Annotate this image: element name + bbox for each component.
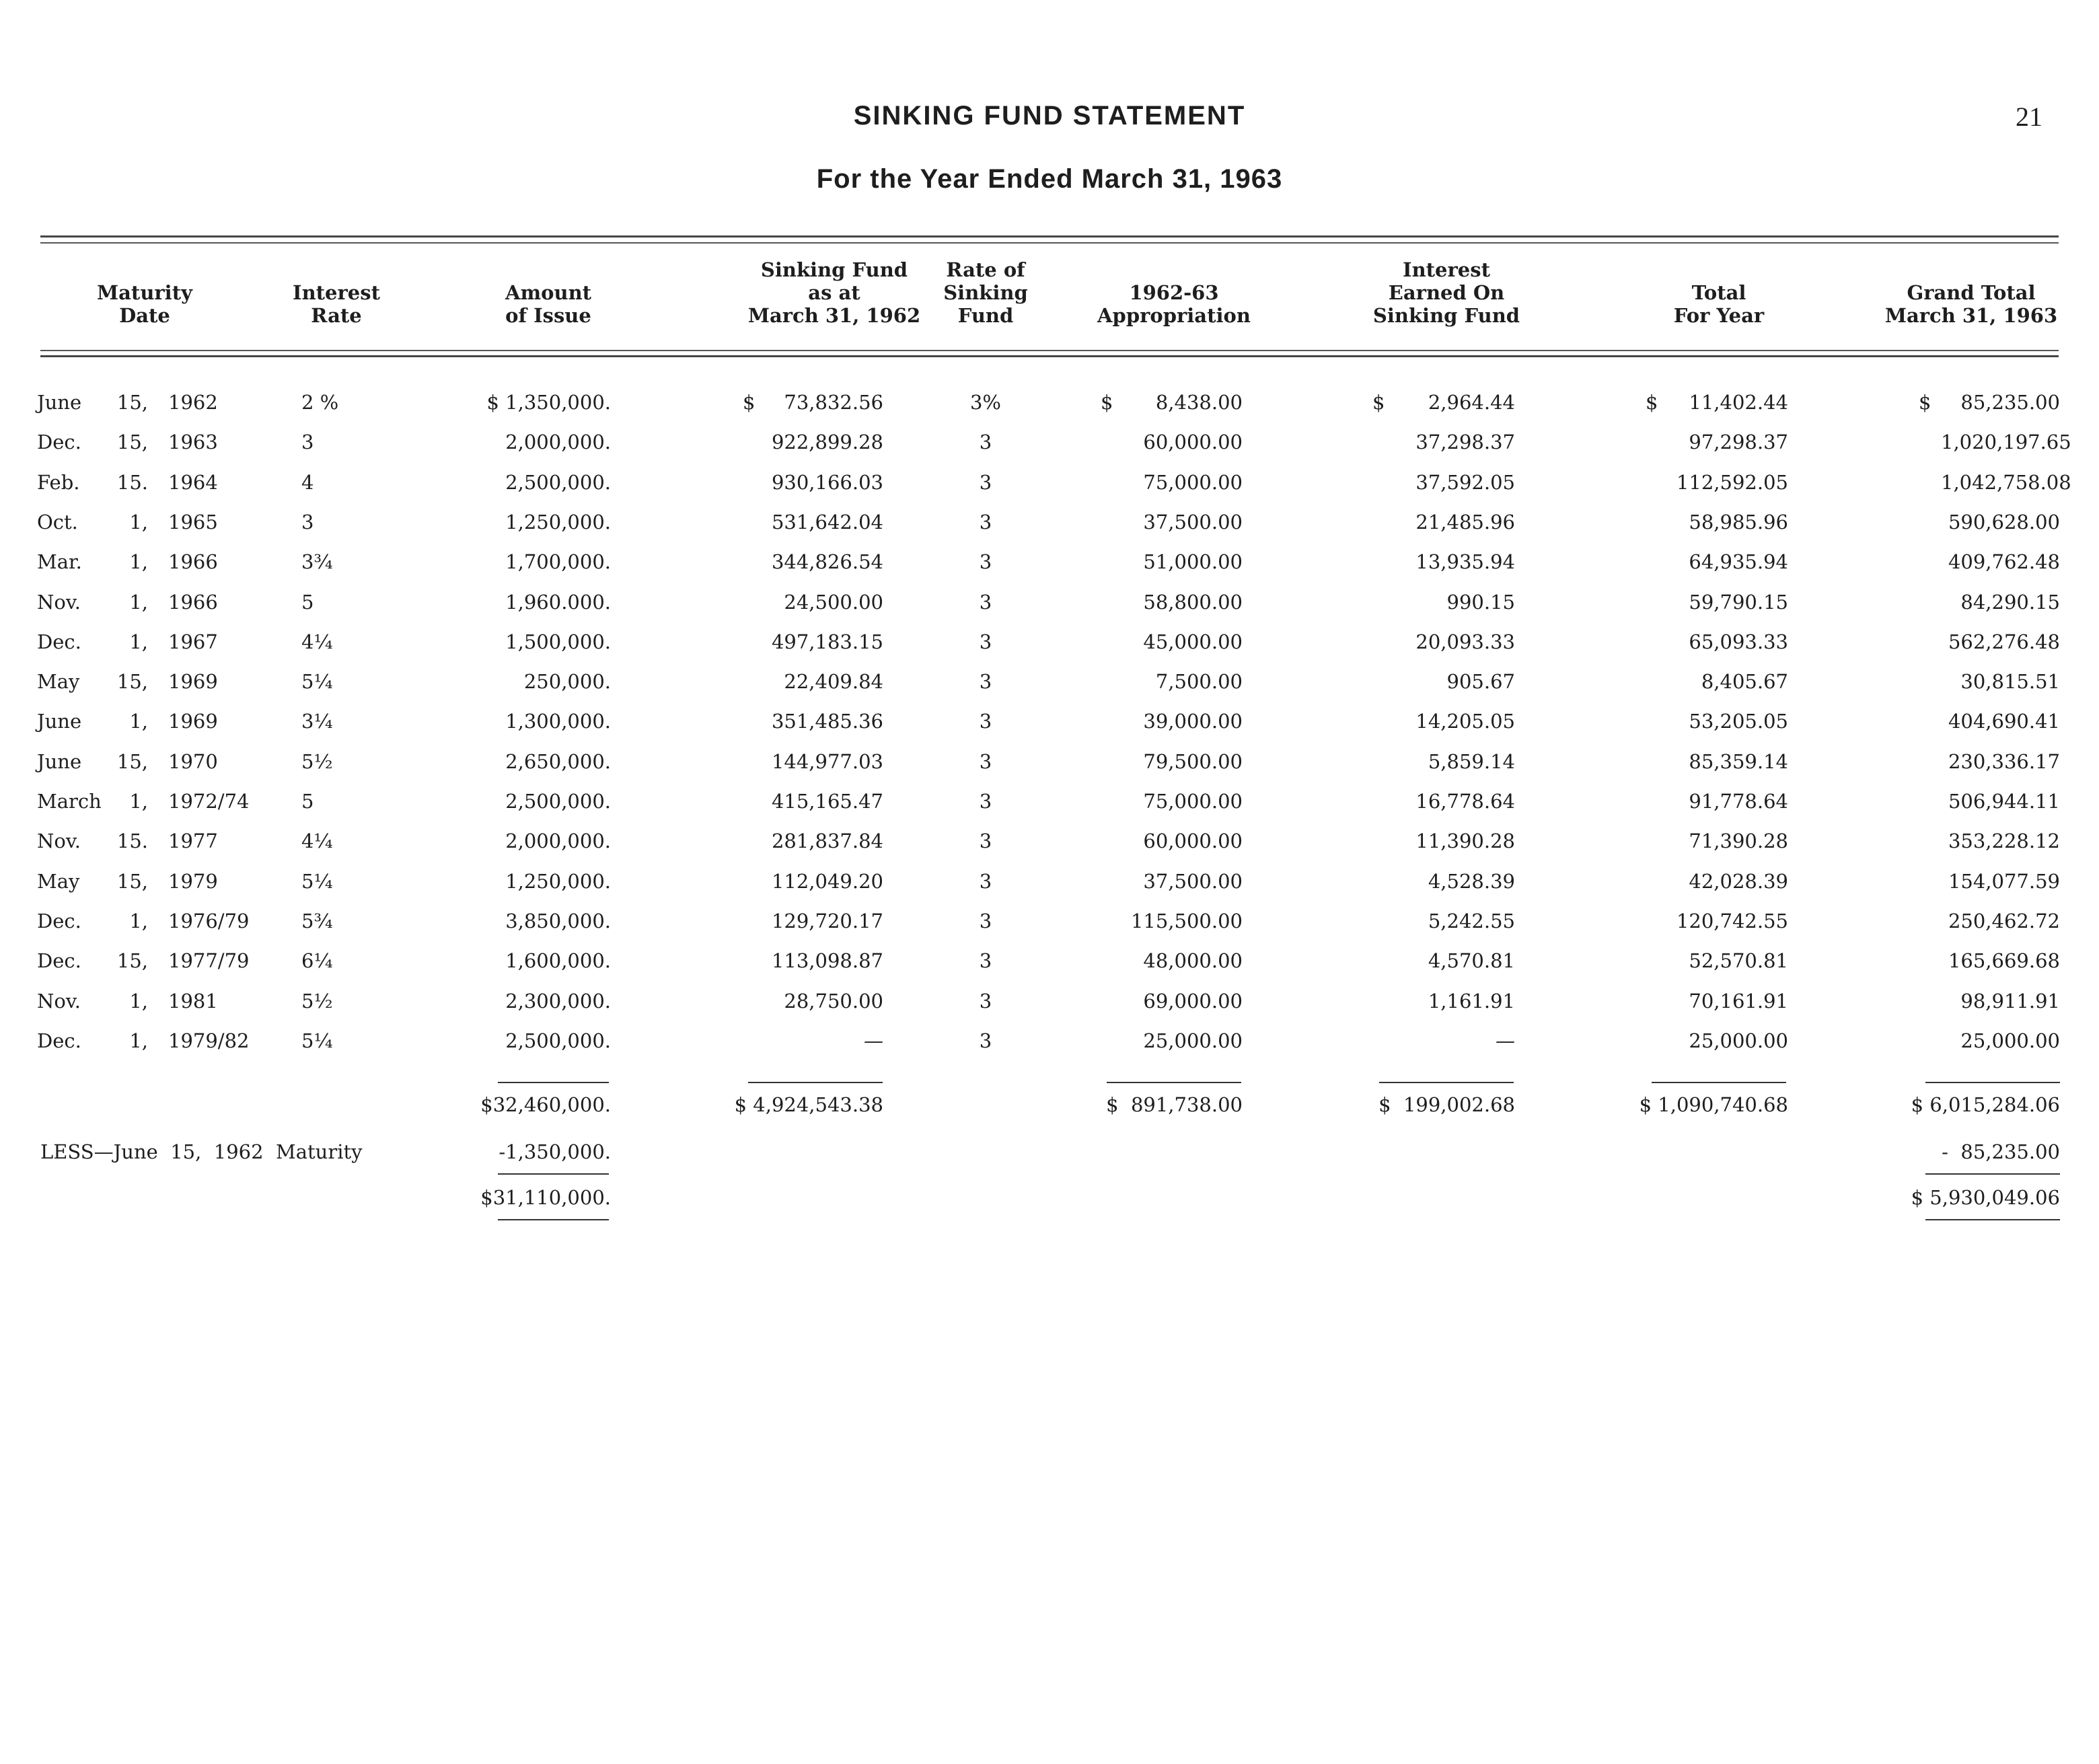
cell-amount: 1,500,000. [505,630,611,653]
cell-ty: 97,298.37 [1689,431,1788,453]
cell-day: 1, [129,630,148,653]
cell-rsf: 3 [979,471,992,494]
net-amount: $31,110,000. [480,1186,611,1209]
cell-ie: — [1496,1029,1515,1052]
table-row [0,589,2099,616]
total-underline [498,1082,609,1083]
cell-year: 1962 [168,391,218,414]
cell-ie: 11,390.28 [1415,830,1515,852]
total-sinking-fund: $ 4,924,543.38 [734,1093,883,1116]
cell-gt: 25,000.00 [1960,1029,2060,1052]
cell-gt: 353,228.12 [1948,830,2060,852]
cell-ap: 8,438.00 [1155,391,1243,414]
cell-rate: 3¼ [301,710,333,733]
less-row [0,1138,2099,1165]
header-top-rule-2 [40,242,2059,244]
cell-sf: — [864,1029,883,1052]
cell-ie: 16,778.64 [1415,790,1515,813]
table-row [0,628,2099,655]
cell-gt: 84,290.15 [1960,591,2060,614]
cell-ty: 65,093.33 [1689,630,1788,653]
cell-gt-cur: $ [1919,391,1931,414]
cell-rsf: 3 [979,790,992,813]
table-row [0,548,2099,575]
cell-rate: 3 [301,431,314,453]
cell-day: 1, [129,710,148,733]
cell-ty: 8,405.67 [1701,670,1788,693]
cell-amount: 2,000,000. [505,431,611,453]
cell-ty: 59,790.15 [1689,591,1788,614]
cell-ty: 85,359.14 [1689,750,1788,773]
cell-rate: 5 [301,790,314,813]
cell-amount: 2,650,000. [505,750,611,773]
header-maturity-date: Maturity Date [97,281,192,327]
cell-sf: 281,837.84 [771,830,883,852]
total-grand-total: $ 6,015,284.06 [1911,1093,2060,1116]
cell-ty: 70,161.91 [1689,990,1788,1013]
page-title: SINKING FUND STATEMENT [853,101,1246,131]
cell-rate: 5¼ [301,1029,333,1052]
total-underline [1379,1082,1514,1083]
cell-day: 1, [129,790,148,813]
cell-ap: 60,000.00 [1143,830,1243,852]
total-underline [748,1082,883,1083]
cell-month: Feb. [37,471,80,494]
table-row [0,748,2099,775]
cell-gt: 562,276.48 [1948,630,2060,653]
cell-rate: 5½ [301,990,333,1013]
cell-ie: 13,935.94 [1415,550,1515,573]
cell-sf: 73,832.56 [784,391,883,414]
cell-rsf: 3 [979,870,992,893]
header-interest-rate: Interest Rate [293,281,380,327]
cell-gt: 30,815.51 [1960,670,2060,693]
cell-ap: 45,000.00 [1143,630,1243,653]
cell-rate: 3 [301,511,314,534]
cell-year: 1979 [168,870,218,893]
cell-ie: 37,592.05 [1415,471,1515,494]
cell-month: June [37,750,82,773]
cell-ie: 5,859.14 [1428,750,1515,773]
cell-rsf: 3 [979,949,992,972]
cell-ty: 91,778.64 [1689,790,1788,813]
cell-ap: 60,000.00 [1143,431,1243,453]
cell-gt: 250,462.72 [1948,910,2060,932]
cell-ie: 4,570.81 [1428,949,1515,972]
cell-amount: 3,850,000. [505,910,611,932]
total-appropriation: $ 891,738.00 [1106,1093,1243,1116]
cell-rate: 5¼ [301,670,333,693]
header-rate-of-sinking-fund: Rate of Sinking Fund [943,258,1028,327]
table-row [0,389,2099,416]
cell-ty: 112,592.05 [1676,471,1788,494]
cell-sf: 22,409.84 [784,670,883,693]
cell-rate: 4 [301,471,314,494]
table-row [0,988,2099,1015]
cell-ap: 37,500.00 [1143,870,1243,893]
cell-year: 1977 [168,830,218,852]
cell-rsf: 3 [979,511,992,534]
table-row [0,429,2099,455]
cell-ie: 1,161.91 [1428,990,1515,1013]
cell-ap: 39,000.00 [1143,710,1243,733]
cell-amount: 2,300,000. [505,990,611,1013]
cell-month: Nov. [37,830,81,852]
cell-month: June [37,391,82,414]
total-underline [1652,1082,1786,1083]
cell-sf: 112,049.20 [771,870,883,893]
cell-amount: 2,000,000. [505,830,611,852]
cell-year: 1979/82 [168,1029,250,1052]
cell-ty: 71,390.28 [1689,830,1788,852]
cell-ap: 69,000.00 [1143,990,1243,1013]
cell-amount: 1,300,000. [505,710,611,733]
cell-amount: 250,000. [523,670,611,693]
cell-month: Dec. [37,431,81,453]
cell-ie: 5,242.55 [1428,910,1515,932]
cell-rate: 5¼ [301,870,333,893]
total-underline [1107,1082,1241,1083]
cell-month: Dec. [37,910,81,932]
cell-sf: 344,826.54 [771,550,883,573]
page-number: 21 [2016,102,2042,132]
cell-amount: 2,500,000. [505,1029,611,1052]
total-interest-earned: $ 199,002.68 [1378,1093,1515,1116]
cell-rsf: 3 [979,710,992,733]
cell-rsf: 3 [979,910,992,932]
table-row [0,668,2099,695]
cell-ie: 4,528.39 [1428,870,1515,893]
table-row [0,868,2099,895]
cell-amount: 1,960.000. [505,591,611,614]
cell-month: Oct. [37,511,78,534]
cell-year: 1970 [168,750,218,773]
page-subtitle: For the Year Ended March 31, 1963 [816,164,1283,194]
cell-sf: 129,720.17 [771,910,883,932]
cell-sf: 922,899.28 [771,431,883,453]
cell-sf: 28,750.00 [784,990,883,1013]
header-grand-total: Grand Total March 31, 1963 [1884,281,2058,327]
cell-ap: 75,000.00 [1143,790,1243,813]
cell-month: Dec. [37,1029,81,1052]
cell-amount: 1,600,000. [505,949,611,972]
cell-amount: $ 1,350,000. [486,391,611,414]
cell-year: 1964 [168,471,218,494]
header-top-rule [40,235,2059,237]
cell-sf-cur: $ [743,391,756,414]
cell-rsf: 3 [979,431,992,453]
cell-sf: 113,098.87 [771,949,883,972]
cell-day: 1, [129,910,148,932]
cell-month: Mar. [37,550,82,573]
cell-gt: 230,336.17 [1948,750,2060,773]
cell-ap: 115,500.00 [1130,910,1243,932]
cell-gt: 98,911.91 [1960,990,2060,1013]
cell-year: 1966 [168,591,218,614]
cell-ie: 37,298.37 [1415,431,1515,453]
cell-ap: 51,000.00 [1143,550,1243,573]
cell-day: 15. [116,471,148,494]
table-row [0,1027,2099,1054]
table-row [0,469,2099,496]
cell-gt: 165,669.68 [1948,949,2060,972]
cell-day: 1, [129,511,148,534]
cell-rate: 3¾ [301,550,333,573]
header-sinking-fund: Sinking Fund as at March 31, 1962 [747,258,921,327]
cell-rsf: 3 [979,630,992,653]
cell-rsf: 3 [979,830,992,852]
cell-day: 1, [129,591,148,614]
cell-gt: 1,020,197.65 [1941,431,2071,453]
net-underline [1925,1173,2060,1175]
cell-gt: 404,690.41 [1948,710,2060,733]
cell-sf: 497,183.15 [771,630,883,653]
cell-amount: 1,250,000. [505,870,611,893]
cell-day: 15, [116,391,148,414]
total-amount: $32,460,000. [480,1093,611,1116]
cell-day: 15. [116,830,148,852]
cell-day: 1, [129,550,148,573]
cell-year: 1972/74 [168,790,250,813]
cell-year: 1965 [168,511,218,534]
header-appropriation: 1962-63 Appropriation [1097,281,1251,327]
cell-month: March [37,790,102,813]
cell-ap: 75,000.00 [1143,471,1243,494]
cell-ie: 14,205.05 [1415,710,1515,733]
cell-ie: 990.15 [1446,591,1515,614]
table-row [0,828,2099,854]
cell-rsf: 3 [979,990,992,1013]
cell-ap: 48,000.00 [1143,949,1243,972]
less-amount: -1,350,000. [499,1140,611,1163]
cell-day: 15, [116,870,148,893]
cell-rate: 6¼ [301,949,333,972]
cell-gt: 590,628.00 [1948,511,2060,534]
cell-sf: 144,977.03 [771,750,883,773]
net-double-underline [1925,1219,2060,1220]
cell-gt: 1,042,758.08 [1941,471,2071,494]
cell-ap: 79,500.00 [1143,750,1243,773]
cell-ty-cur: $ [1646,391,1658,414]
cell-ap-cur: $ [1101,391,1113,414]
cell-rsf: 3 [979,670,992,693]
cell-sf: 930,166.03 [771,471,883,494]
totals-row [0,1091,2099,1118]
cell-month: June [37,710,82,733]
total-underline [1925,1082,2060,1083]
less-grand-total: - 85,235.00 [1942,1140,2060,1163]
cell-sf: 415,165.47 [771,790,883,813]
cell-ie: 21,485.96 [1415,511,1515,534]
cell-year: 1963 [168,431,218,453]
cell-amount: 1,700,000. [505,550,611,573]
cell-rate: 4¼ [301,830,333,852]
cell-gt: 506,944.11 [1948,790,2060,813]
table-row [0,788,2099,815]
cell-amount: 2,500,000. [505,790,611,813]
cell-ap: 7,500.00 [1155,670,1243,693]
header-total-for-year: Total For Year [1673,281,1765,327]
cell-ty: 42,028.39 [1689,870,1788,893]
cell-day: 15, [116,431,148,453]
cell-year: 1981 [168,990,218,1013]
cell-sf: 351,485.36 [771,710,883,733]
cell-year: 1976/79 [168,910,250,932]
cell-ty: 120,742.55 [1676,910,1788,932]
cell-ie: 20,093.33 [1415,630,1515,653]
cell-ty: 58,985.96 [1689,511,1788,534]
cell-month: Dec. [37,630,81,653]
cell-ty: 53,205.05 [1689,710,1788,733]
total-for-year: $ 1,090,740.68 [1639,1093,1788,1116]
cell-month: May [37,670,80,693]
cell-ap: 25,000.00 [1143,1029,1243,1052]
cell-day: 15, [116,750,148,773]
cell-month: Nov. [37,990,81,1013]
cell-rate: 4¼ [301,630,333,653]
net-double-underline [498,1219,609,1220]
cell-gt: 154,077.59 [1948,870,2060,893]
cell-year: 1969 [168,710,218,733]
less-label: LESS—June 15, 1962 Maturity [40,1140,363,1163]
cell-ie-cur: $ [1372,391,1385,414]
table-row [0,708,2099,735]
cell-rsf: 3 [979,1029,992,1052]
cell-rate: 5 [301,591,314,614]
cell-amount: 1,250,000. [505,511,611,534]
cell-ty: 11,402.44 [1689,391,1788,414]
cell-rate: 5¾ [301,910,333,932]
cell-year: 1967 [168,630,218,653]
header-amount-of-issue: Amount of Issue [505,281,592,327]
cell-day: 15, [116,949,148,972]
cell-year: 1969 [168,670,218,693]
table-row [0,509,2099,536]
cell-ie: 905.67 [1446,670,1515,693]
cell-ie: 2,964.44 [1428,391,1515,414]
cell-gt: 85,235.00 [1960,391,2060,414]
cell-year: 1977/79 [168,949,250,972]
cell-sf: 24,500.00 [784,591,883,614]
cell-ty: 25,000.00 [1689,1029,1788,1052]
cell-day: 15, [116,670,148,693]
net-grand-total: $ 5,930,049.06 [1911,1186,2060,1209]
table-row [0,947,2099,974]
cell-ty: 52,570.81 [1689,949,1788,972]
cell-sf: 531,642.04 [771,511,883,534]
cell-rsf: 3% [969,391,1001,414]
cell-rsf: 3 [979,550,992,573]
cell-month: Dec. [37,949,81,972]
header-bottom-rule-2 [40,355,2059,357]
cell-month: May [37,870,80,893]
net-underline [498,1173,609,1175]
cell-rsf: 3 [979,750,992,773]
header-interest-earned: Interest Earned On Sinking Fund [1372,258,1520,327]
cell-year: 1966 [168,550,218,573]
cell-month: Nov. [37,591,81,614]
cell-rate: 2 % [301,391,339,414]
table-row [0,908,2099,934]
cell-day: 1, [129,990,148,1013]
cell-amount: 2,500,000. [505,471,611,494]
header-bottom-rule [40,350,2059,351]
cell-rsf: 3 [979,591,992,614]
cell-gt: 409,762.48 [1948,550,2060,573]
net-row [0,1184,2099,1211]
cell-ty: 64,935.94 [1689,550,1788,573]
cell-ap: 58,800.00 [1143,591,1243,614]
cell-rate: 5½ [301,750,333,773]
cell-ap: 37,500.00 [1143,511,1243,534]
cell-day: 1, [129,1029,148,1052]
